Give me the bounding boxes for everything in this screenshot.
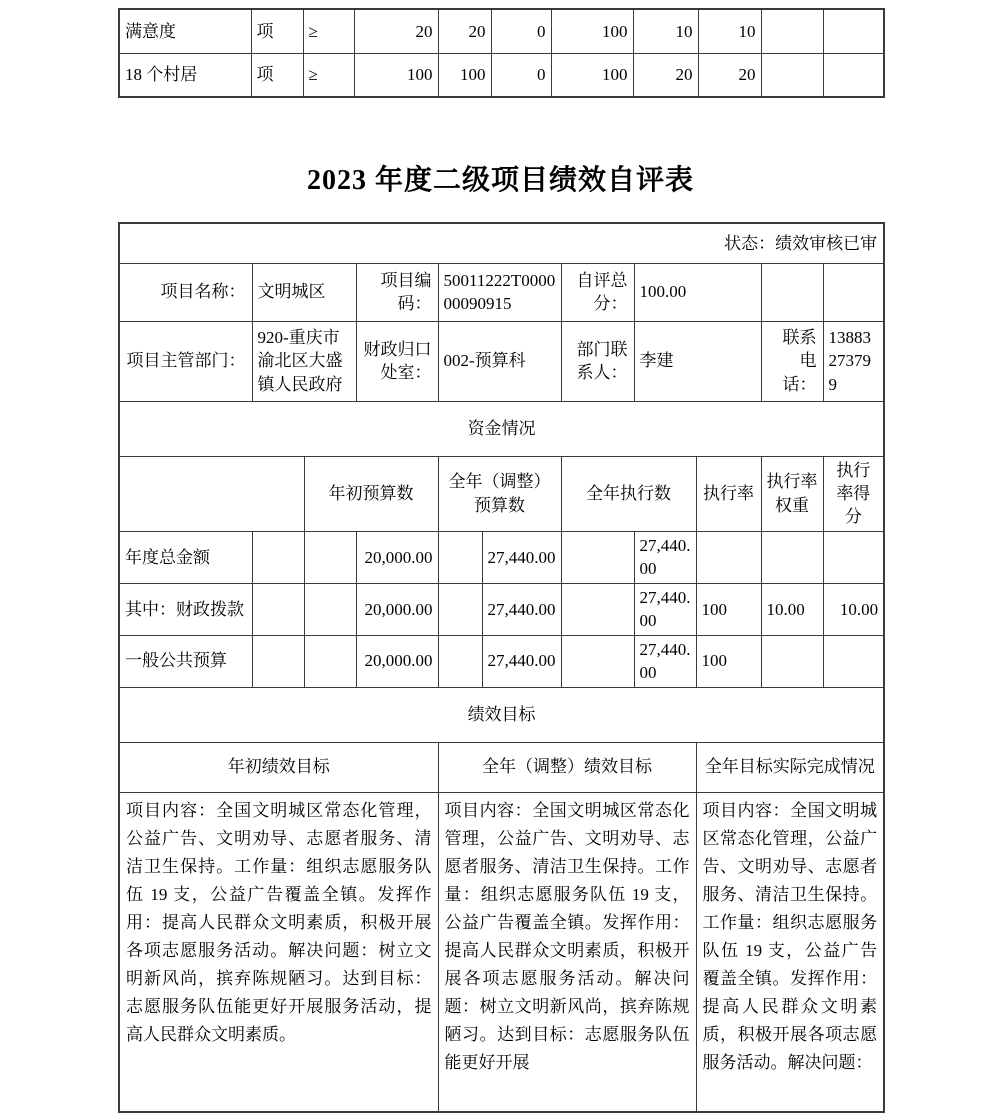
indicator-name: 满意度 — [119, 9, 251, 53]
empty-cell — [252, 531, 304, 583]
funding-row-label: 年度总金额 — [119, 531, 252, 583]
self-score-value: 100.00 — [634, 263, 761, 321]
adjusted-budget-value: 27,440.00 — [482, 583, 561, 635]
indicator-value: 100 — [354, 53, 438, 97]
page-title: 2023 年度二级项目绩效自评表 — [306, 165, 694, 196]
table-row — [119, 321, 884, 401]
indicator-value: 0 — [491, 9, 551, 53]
actual-goal-text: 项目内容：全国文明城区常态化管理，公益广告、文明劝导、志愿者服务、清洁卫生保持。工作量：组织志愿服务队伍 19 支，公益广告覆盖全镇。发挥作用：提高人民群众文明素质，积极开展各项志愿服务活动。解决问题： — [696, 792, 884, 1112]
rate-value: 100 — [696, 583, 761, 635]
phone-label: 联系电话： — [761, 321, 823, 401]
empty-cell — [438, 531, 482, 583]
table-row — [119, 687, 884, 742]
empty-cell — [252, 635, 304, 687]
indicator-unit: 项 — [251, 9, 303, 53]
empty-cell — [304, 583, 356, 635]
indicator-value: 10 — [698, 9, 761, 53]
project-name-value: 文明城区 — [252, 263, 356, 321]
empty-cell — [823, 53, 884, 97]
table-row — [119, 456, 884, 531]
empty-cell — [304, 531, 356, 583]
empty-cell — [561, 531, 634, 583]
indicator-value: 0 — [491, 53, 551, 97]
rate-score-value: 10.00 — [823, 583, 884, 635]
indicator-value: 20 — [633, 53, 698, 97]
column-header-rate-weight: 执行率权重 — [761, 456, 823, 531]
table-row — [119, 53, 884, 97]
table-row — [119, 583, 884, 635]
goals-section-title: 绩效目标 — [119, 687, 884, 742]
rate-score-value — [823, 635, 884, 687]
table-row — [119, 263, 884, 321]
finance-office-value: 002-预算科 — [438, 321, 561, 401]
table-row — [119, 792, 884, 1112]
empty-cell — [561, 635, 634, 687]
rate-weight-value — [761, 531, 823, 583]
indicator-value: 100 — [551, 53, 633, 97]
executed-value: 27,440.00 — [634, 635, 696, 687]
indicator-direction: ≥ — [303, 9, 354, 53]
empty-cell — [561, 583, 634, 635]
table-row — [119, 9, 884, 53]
column-header-executed: 全年执行数 — [561, 456, 696, 531]
rate-score-value — [823, 531, 884, 583]
column-header-actual-goal: 全年目标实际完成情况 — [696, 742, 884, 792]
dept-label: 项目主管部门： — [119, 321, 252, 401]
adjusted-budget-value: 27,440.00 — [482, 635, 561, 687]
executed-value: 27,440.00 — [634, 531, 696, 583]
empty-cell — [761, 9, 823, 53]
empty-cell — [438, 635, 482, 687]
finance-office-label: 财政归口处室： — [356, 321, 438, 401]
initial-budget-value: 20,000.00 — [356, 531, 438, 583]
rate-value: 100 — [696, 635, 761, 687]
empty-cell — [823, 263, 884, 321]
funding-row-label: 其中：财政拨款 — [119, 583, 252, 635]
funding-section-title: 资金情况 — [119, 401, 884, 456]
empty-cell — [304, 635, 356, 687]
self-score-label: 自评总分： — [561, 263, 634, 321]
contact-label: 部门联系人： — [561, 321, 634, 401]
column-header-initial-budget: 年初预算数 — [304, 456, 438, 531]
indicator-value: 20 — [438, 9, 491, 53]
indicator-value: 100 — [438, 53, 491, 97]
initial-budget-value: 20,000.00 — [356, 635, 438, 687]
contact-value: 李建 — [634, 321, 761, 401]
document-page — [118, 8, 883, 1113]
table-row — [119, 635, 884, 687]
phone-value: 13883273799 — [823, 321, 884, 401]
column-header-rate: 执行率 — [696, 456, 761, 531]
indicator-unit: 项 — [251, 53, 303, 97]
adjusted-goal-text: 项目内容：全国文明城区常态化管理，公益广告、文明劝导、志愿者服务、清洁卫生保持。工作量：组织志愿服务队伍 19 支，公益广告覆盖全镇。发挥作用：提高人民群众文明素质，积极开展各项志愿服务活动。解决问题：树立文明新风尚，摈弃陈规陋习。达到目标：志愿服务队伍能更好开展 — [438, 792, 696, 1112]
empty-cell — [438, 583, 482, 635]
column-header-initial-goal: 年初绩效目标 — [119, 742, 438, 792]
table-row — [119, 223, 884, 263]
project-code-value: 50011222T000000090915 — [438, 263, 561, 321]
adjusted-budget-value: 27,440.00 — [482, 531, 561, 583]
executed-value: 27,440.00 — [634, 583, 696, 635]
project-name-label: 项目名称： — [119, 263, 252, 321]
indicator-direction: ≥ — [303, 53, 354, 97]
indicator-name: 18 个村居 — [119, 53, 251, 97]
empty-cell — [823, 9, 884, 53]
empty-cell — [761, 263, 823, 321]
indicator-continuation-table — [118, 8, 885, 98]
column-header-rate-score: 执行率得分 — [823, 456, 884, 531]
indicator-value: 20 — [698, 53, 761, 97]
project-code-label: 项目编码： — [356, 263, 438, 321]
column-header-adjusted-goal: 全年（调整）绩效目标 — [438, 742, 696, 792]
table-row — [119, 742, 884, 792]
evaluation-table — [118, 222, 885, 1113]
empty-cell — [119, 456, 304, 531]
column-header-adjusted-budget: 全年（调整）预算数 — [438, 456, 561, 531]
table-row — [119, 531, 884, 583]
empty-cell — [252, 583, 304, 635]
rate-value — [696, 531, 761, 583]
indicator-value: 20 — [354, 9, 438, 53]
indicator-value: 100 — [551, 9, 633, 53]
initial-goal-text: 项目内容：全国文明城区常态化管理，公益广告、文明劝导、志愿者服务、清洁卫生保持。工作量：组织志愿服务队伍 19 支，公益广告覆盖全镇。发挥作用：提高人民群众文明素质，积极开展各项志愿服务活动。解决问题：树立文明新风尚，摈弃陈规陋习。达到目标：志愿服务队伍能更好开展服务活动，提高人民群众文明素质。 — [119, 792, 438, 1112]
rate-weight-value: 10.00 — [761, 583, 823, 635]
funding-row-label: 一般公共预算 — [119, 635, 252, 687]
table-row — [119, 401, 884, 456]
initial-budget-value: 20,000.00 — [356, 583, 438, 635]
indicator-value: 10 — [633, 9, 698, 53]
status-badge: 状态：绩效审核已审 — [119, 223, 884, 263]
empty-cell — [761, 53, 823, 97]
dept-value: 920-重庆市渝北区大盛镇人民政府 — [252, 321, 356, 401]
rate-weight-value — [761, 635, 823, 687]
